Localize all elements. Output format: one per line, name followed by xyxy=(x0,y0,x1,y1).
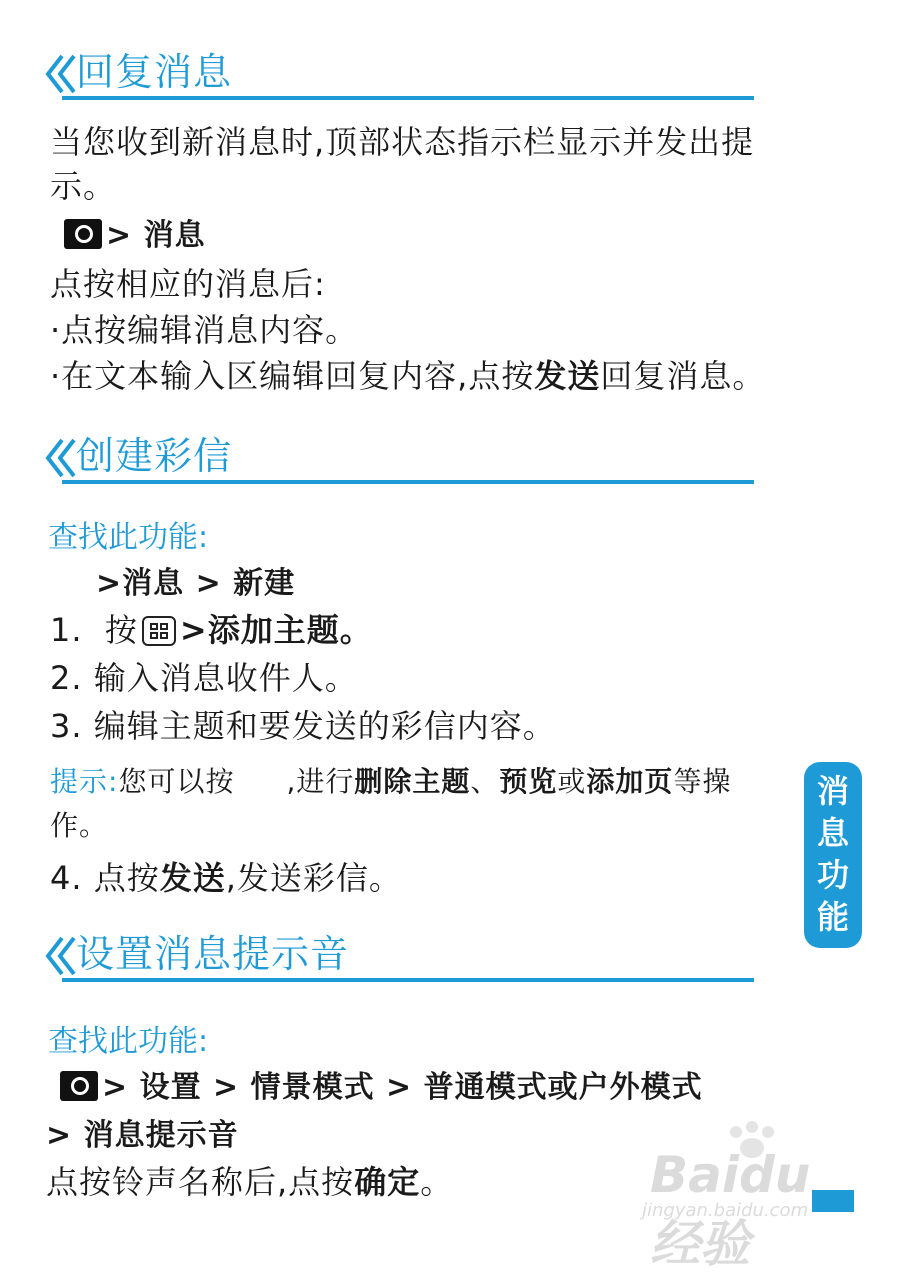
tip-text: 、 xyxy=(470,765,500,798)
double-chevron-icon xyxy=(44,934,78,978)
tip-text: ,进行 xyxy=(286,765,355,798)
page-corner-tab xyxy=(812,1190,854,1212)
confirm-label: 确定 xyxy=(354,1163,421,1201)
tip-label: 提示: xyxy=(50,765,119,798)
section-divider xyxy=(62,480,754,484)
double-chevron-icon xyxy=(44,436,78,480)
section-title: 设置消息提示音 xyxy=(76,932,350,976)
find-feature-label: 查找此功能: xyxy=(48,1024,209,1059)
side-tab-char: 息 xyxy=(816,814,849,852)
section-divider xyxy=(62,96,754,100)
nav-path-new-message: >消息 > 新建 xyxy=(96,566,296,601)
instruction-text: 点按相应的消息后: xyxy=(50,265,326,303)
intro-text-line1: 当您收到新消息时,顶部状态指示栏显示并发出提 xyxy=(50,123,755,161)
tip-line1 xyxy=(50,762,731,802)
find-feature-label: 查找此功能: xyxy=(48,520,209,555)
preview-label: 预览 xyxy=(499,765,558,798)
side-tab-char: 消 xyxy=(816,772,849,810)
section-header-create-mms xyxy=(44,432,754,488)
step-number: 1. xyxy=(50,611,83,649)
baidu-watermark xyxy=(640,1120,860,1273)
section-divider xyxy=(62,978,754,982)
section-header-message-tone xyxy=(44,930,754,986)
side-tab-char: 能 xyxy=(816,898,849,936)
watermark-logo: Baidu经验 xyxy=(650,1146,811,1273)
nav-path-text: > 设置 > 情景模式 > 普通模式或户外模式 xyxy=(102,1070,703,1105)
final-instruction xyxy=(46,1162,453,1202)
section-title: 回复消息 xyxy=(76,50,233,94)
tip-text: 或 xyxy=(557,765,587,798)
tip-line2: 作。 xyxy=(50,809,109,842)
camera-icon xyxy=(64,219,102,249)
add-page-label: 添加页 xyxy=(586,765,674,798)
side-tab-char: 功 xyxy=(816,856,849,894)
step-3: 3. 编辑主题和要发送的彩信内容。 xyxy=(50,707,556,745)
bullet-edit-content: ·点按编辑消息内容。 xyxy=(50,311,359,349)
camera-icon xyxy=(60,1071,98,1101)
step-2: 2. 输入消息收件人。 xyxy=(50,659,358,697)
watermark-url: jingyan.baidu.com xyxy=(642,1200,809,1221)
nav-path-settings xyxy=(60,1068,703,1108)
send-label: 发送 xyxy=(159,859,226,897)
step-1 xyxy=(50,610,373,650)
double-chevron-icon xyxy=(44,52,78,96)
tip-text: 您可以按 xyxy=(118,765,235,798)
final-text-suffix: 。 xyxy=(420,1163,454,1201)
nav-path-messages xyxy=(64,216,206,256)
add-subject-label: >添加主题。 xyxy=(179,611,373,649)
bullet-reply-suffix: 回复消息。 xyxy=(600,357,766,395)
step-text: 按 xyxy=(104,611,138,649)
section-title: 创建彩信 xyxy=(76,434,233,478)
delete-subject-label: 删除主题 xyxy=(354,765,471,798)
nav-path-settings-line2: > 消息提示音 xyxy=(46,1118,239,1153)
send-label: 发送 xyxy=(534,357,601,395)
bullet-reply xyxy=(50,356,765,396)
menu-key-icon xyxy=(142,616,176,646)
bullet-reply-text: ·在文本输入区编辑回复内容,点按 xyxy=(50,357,535,395)
final-text: 点按铃声名称后,点按 xyxy=(46,1163,355,1201)
chapter-side-tab xyxy=(804,762,862,948)
intro-text-line2: 示。 xyxy=(50,167,117,205)
step-4 xyxy=(50,858,402,898)
nav-path-text: > 消息 xyxy=(106,218,206,253)
tip-text: 等操 xyxy=(673,765,732,798)
section-header-reply-message xyxy=(44,48,754,104)
step-text: 4. 点按 xyxy=(50,859,160,897)
step-text-suffix: ,发送彩信。 xyxy=(225,859,402,897)
